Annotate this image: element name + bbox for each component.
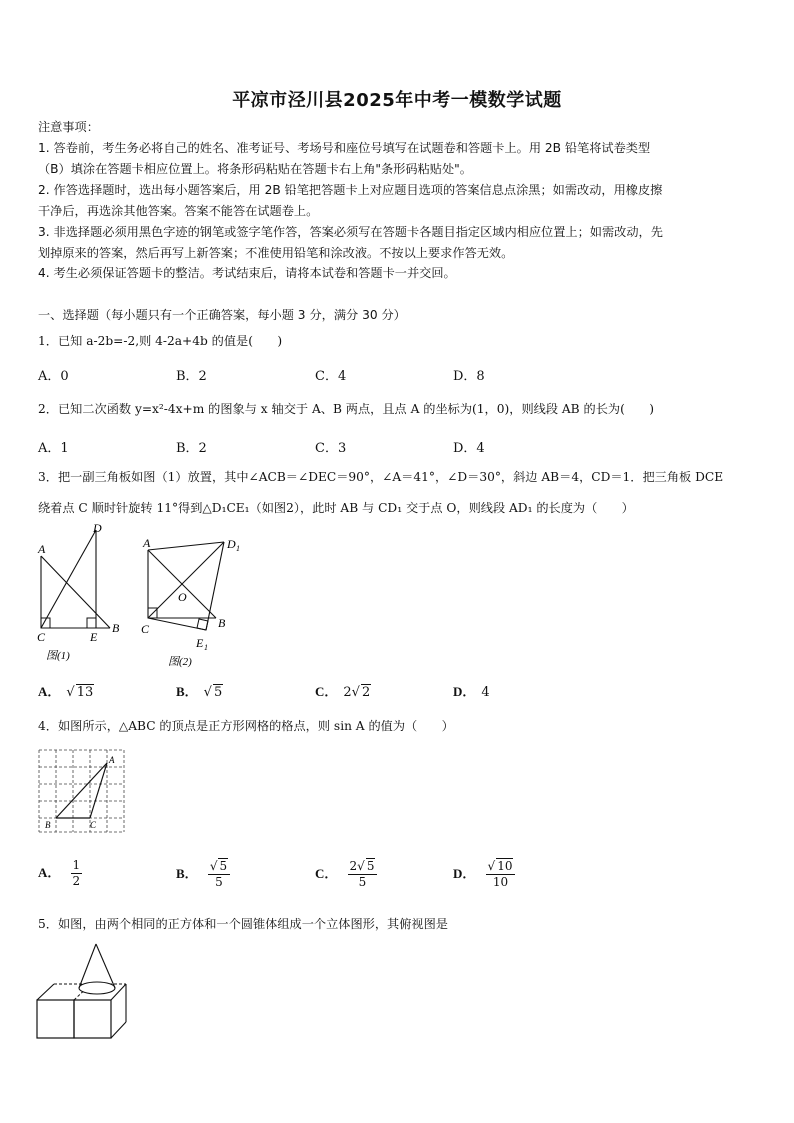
q4-label-b: B: [45, 820, 51, 830]
q4-grid-figure: [37, 748, 129, 836]
q5-solid-figure: [34, 940, 134, 1042]
q3-option-d-value: 4: [481, 685, 490, 700]
fig1-label-c: C: [37, 630, 46, 644]
notice-line-4: 干净后，再选涂其他答案。答案不能答在试题卷上。: [38, 204, 319, 218]
fig2-label-a: A: [143, 536, 151, 550]
fig2-label-b: B: [218, 616, 226, 630]
question-3-stem-line-1: 3．把一副三角板如图（1）放置，其中∠ACB＝∠DEC＝90°，∠A＝41°，∠D＝30°，斜边 AB＝4，CD＝1．把三角板 DCE: [38, 470, 724, 484]
q2-option-a: A．1: [38, 441, 69, 456]
q3-option-a-radicand: 13: [76, 685, 94, 700]
q3-option-c-coef: 2: [343, 685, 352, 700]
q3-option-d: [453, 681, 490, 700]
question-1-stem: 1．已知 a-2b=-2,则 4-2a+4b 的值是( ): [38, 334, 283, 348]
q2-option-c: C．3: [315, 441, 347, 456]
q4-option-d-fraction: $\frac{√ 10}{10}$: [486, 858, 516, 890]
q1-option-d: D．8: [453, 369, 485, 384]
q4-option-c-den: 5: [358, 875, 367, 889]
q3-option-b: B． √ 5: [176, 684, 223, 700]
q4-option-b: [176, 858, 230, 890]
notice-line-2: （B）填涂在答题卡相应位置上。将条形码粘贴在答题卡右上角"条形码粘贴处"。: [38, 162, 472, 176]
q1-option-c: C．4: [315, 369, 347, 384]
q4-option-a-letter: A．: [38, 865, 61, 880]
q4-option-b-fraction: $\frac{√ 5}{5}$: [208, 858, 230, 890]
fig1-label-d: D: [93, 521, 102, 535]
q2-option-b: B．2: [176, 441, 207, 456]
fig2-label-d1-sub: 1: [236, 544, 240, 553]
q1-option-b: B．2: [176, 369, 207, 384]
q4-option-c-letter: C．: [315, 865, 338, 881]
question-5-stem: 5．如图，由两个相同的正方体和一个圆锥体组成一个立体图形，其俯视图是: [38, 917, 448, 931]
q4-label-c: C: [90, 820, 97, 830]
q3-option-c-letter: C．: [315, 684, 338, 699]
notice-line-6: 划掉原来的答案，然后再写上新答案；不准使用铅笔和涂改液。不按以上要求作答无效。: [38, 246, 514, 260]
q4-option-c: [315, 858, 377, 890]
q4-option-a-den: 2: [72, 874, 81, 888]
notice-line-3: 2. 作答选择题时，选出每小题答案后，用 2B 铅笔把答题卡上对应题目选项的答案信息点涂黑；如需改动，用橡皮擦: [38, 183, 663, 197]
q3-figure-2: [136, 530, 248, 672]
fig2-label-d1: D: [227, 537, 236, 551]
notice-line-1: 1. 答卷前，考生务必将自己的姓名、准考证号、考场号和座位号填写在试题卷和答题卡上。用 2B 铅笔将试卷类型: [38, 141, 651, 155]
section-heading: 一、选择题（每小题只有一个正确答案，每小题 3 分，满分 30 分）: [38, 308, 406, 322]
q3-option-b-radicand: 5: [213, 685, 223, 700]
q4-option-c-coef: 2: [349, 859, 358, 873]
q2-option-d: D．4: [453, 441, 485, 456]
q4-option-b-letter: B．: [176, 865, 198, 881]
q4-option-b-den: 5: [215, 875, 223, 889]
q3-option-c: C． 2√ 2: [315, 684, 371, 700]
q4-option-d-num: 10: [497, 859, 513, 873]
q4-option-c-fraction: $\frac{2√ 5}{5}$: [348, 858, 378, 890]
fig2-label-o: O: [178, 590, 187, 604]
q3-option-a-letter: A．: [38, 684, 61, 699]
q3-figure-1: [30, 520, 132, 668]
fig2-label-e1: E: [196, 636, 204, 650]
q1-option-a: A．0: [38, 369, 69, 384]
q4-option-a: [38, 858, 82, 889]
notice-line-7: 4. 考生必须保证答题卡的整洁。考试结束后，请将本试卷和答题卡一并交回。: [38, 266, 456, 280]
q3-option-a: A． √ 13: [38, 684, 94, 700]
fig1-label-e: E: [90, 630, 98, 644]
q4-option-b-num: 5: [219, 859, 228, 873]
notice-line-5: 3. 非选择题必须用黑色字迹的钢笔或签字笔作答，答案必须写在答题卡各题目指定区域内相应位置上；如需改动，先: [38, 225, 663, 239]
question-4-stem: 4．如图所示，△ABC 的顶点是正方形网格的格点，则 sin A 的值为（ ）: [38, 719, 454, 733]
q4-option-c-num: 5: [366, 859, 375, 873]
q4-label-a: A: [109, 755, 115, 765]
q3-option-c-radicand: 2: [361, 685, 371, 700]
q4-option-a-fraction: [71, 858, 83, 889]
page-title: 平凉市泾川县2025年中考一模数学试题: [232, 90, 562, 111]
fig2-label-e1-sub: 1: [204, 643, 208, 652]
q4-option-d: [453, 858, 515, 890]
question-2-stem: 2．已知二次函数 y=x²-4x+m 的图象与 x 轴交于 A、B 两点，且点 A 的坐标为(1，0)，则线段 AB 的长为( ): [38, 402, 654, 416]
fig1-label-a: A: [38, 542, 46, 556]
question-3-stem-line-2: 绕着点 C 顺时针旋转 11°得到△D₁CE₁（如图2），此时 AB 与 CD₁ 交于点 O，则线段 AD₁ 的长度为（ ）: [38, 501, 634, 515]
fig1-caption: 图(1): [46, 650, 70, 662]
q4-option-d-letter: D．: [453, 865, 476, 881]
fig2-label-c: C: [141, 622, 150, 636]
q3-option-d-letter: D．: [453, 684, 476, 699]
q4-option-a-num: 1: [72, 858, 81, 872]
fig1-label-b: B: [112, 621, 120, 635]
notice-heading: 注意事项：: [38, 120, 99, 134]
q4-option-d-den: 10: [492, 875, 509, 889]
q3-option-b-letter: B．: [176, 684, 198, 699]
fig2-caption: 图(2): [168, 656, 192, 668]
